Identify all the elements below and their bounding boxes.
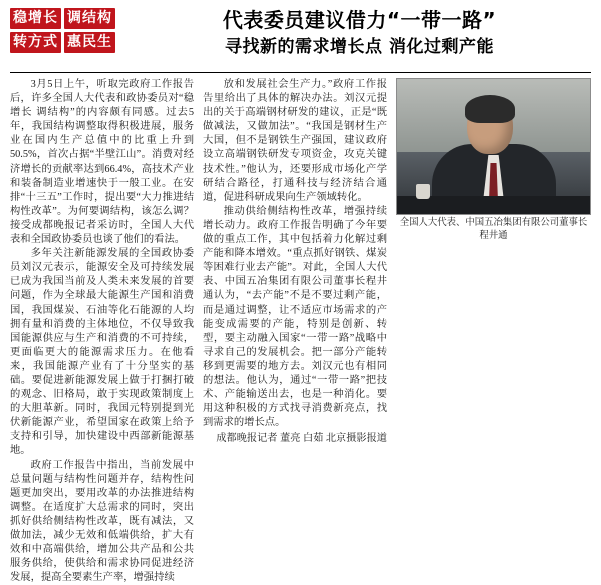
logo-tag-zhuanfangshi: 转方式	[10, 32, 61, 53]
article-column-2	[203, 78, 387, 445]
paragraph: 放和发展社会生产力。”政府工作报告里给出了具体的解决办法。刘汉元提出的关于高端钢材研发的建议，正是“既做减法，又做加法”。“我国是钢材生产大国，但不是钢铁生产强国，建议政府设立高端钢铁研发专项资金，攻克关键技术性。”他认为，还要形成市场化产学研结合路径，打通科技与经济结合通道，促进科研成果向生产领域转化。	[203, 79, 387, 203]
logo-tag-wenzengzhang: 稳增长	[10, 8, 61, 29]
photo-desk	[397, 196, 590, 214]
article-byline: 成都晚报记者 董亮 白茹 北京摄影报道	[216, 433, 387, 445]
paragraph: 政府工作报告中指出，当前发展中总量问题与结构性问题并存，结构性问题更加突出，要用改革的办法推进结构调整。在适度扩大总需求的同时，突出抓好供给侧结构性改革，既有减法，又做加法，减少无效和低端供给，扩大有效和中高端供给，增加公共产品和公共服务供给，使供给和需求协同促进经济发展，提高全要素生产率，增强持续	[10, 459, 194, 584]
logo-row-1	[10, 8, 128, 29]
headline-subhead: 寻找新的需求增长点 消化过剩产能	[225, 37, 494, 57]
article-column-1	[10, 78, 194, 584]
delegate-portrait-photo	[396, 78, 591, 215]
portrait-hair	[465, 95, 515, 123]
photo-teacup	[416, 184, 430, 199]
headline-block	[128, 6, 591, 59]
article-columns	[10, 78, 591, 584]
paragraph: 推动供给侧结构性改革，增强持续增长动力。政府工作报告明确了今年要做的重点工作，其中包括着力化解过剩产能和降本增效。“重点抓好钢铁、煤炭等困难行业去产能”。对此，全国人大代表、中国五冶集团有限公司董事长程井通认为，“去产能”不是不要过剩产能，而是通过调整，让不适应市场需求的产能变成需要的产能，特别是创新、转型，要主动融入国家“一带一路”战略中寻求自己的发展机会。把一部分产能转移到更需要的地方去。刘汉元也有相同的想法。他认为，通过“一带一路”把技术、产能输送出去，也是一种消化。要用这种积极的方式找寻消费新亮点，找到需求的增长点。	[203, 205, 387, 429]
photo-block	[396, 78, 591, 243]
newspaper-logo	[10, 6, 128, 53]
photo-caption: 全国人大代表、中国五冶集团有限公司董事长程井通	[399, 218, 588, 242]
logo-tag-tiaojiegou: 调结构	[64, 8, 115, 29]
logo-tag-huiminsheng: 惠民生	[64, 32, 115, 53]
headline-main: 代表委员建议借力“一带一路”	[222, 8, 497, 32]
logo-row-2	[10, 32, 128, 53]
paragraph: 3月5日上午，听取完政府工作报告后，许多全国人大代表和政协委员对“稳增长 调结构”的内容颇有同感。过去5年，我国结构调整取得积极进展，服务业在国内生产总值中的比重上升到50.5%，首次占据“半壁江山”。消费对经济增长的贡献率达到66.4%，高技术产业和装备制造业增速快于一般工业。在安排“十三五”工作时，提出要“大力推进结构性改革”。为何要调结构，该怎么调？接受成都晚报记者采访时，全国人大代表和全国政协委员也谈了他们的看法。	[10, 79, 194, 246]
header-divider	[10, 72, 591, 73]
paragraph: 多年关注新能源发展的全国政协委员刘汉元表示，能源安全及可持续发展已成为我国当前及人类未来发展的首要问题，作为全球最大能源生产国和消费国，我国煤炭、石油等化石能源的人均拥有量和消费的主体地位，不仅导致我国能源供应与生产和消费的不可持续，更面临更大的能源需求压力。在他看来，我国能源产业有了十分坚实的基础。要促进新能源发展上做于打捆打破的观念、旧格局，敢于实现政策制度上的大胆革新。同时，我国元特别提到光伏新能源产业，希望国家在政策上给予支持和引导，加快建设中西部新能源基地。	[10, 248, 194, 457]
masthead	[10, 6, 591, 68]
article-column-3	[396, 78, 591, 433]
